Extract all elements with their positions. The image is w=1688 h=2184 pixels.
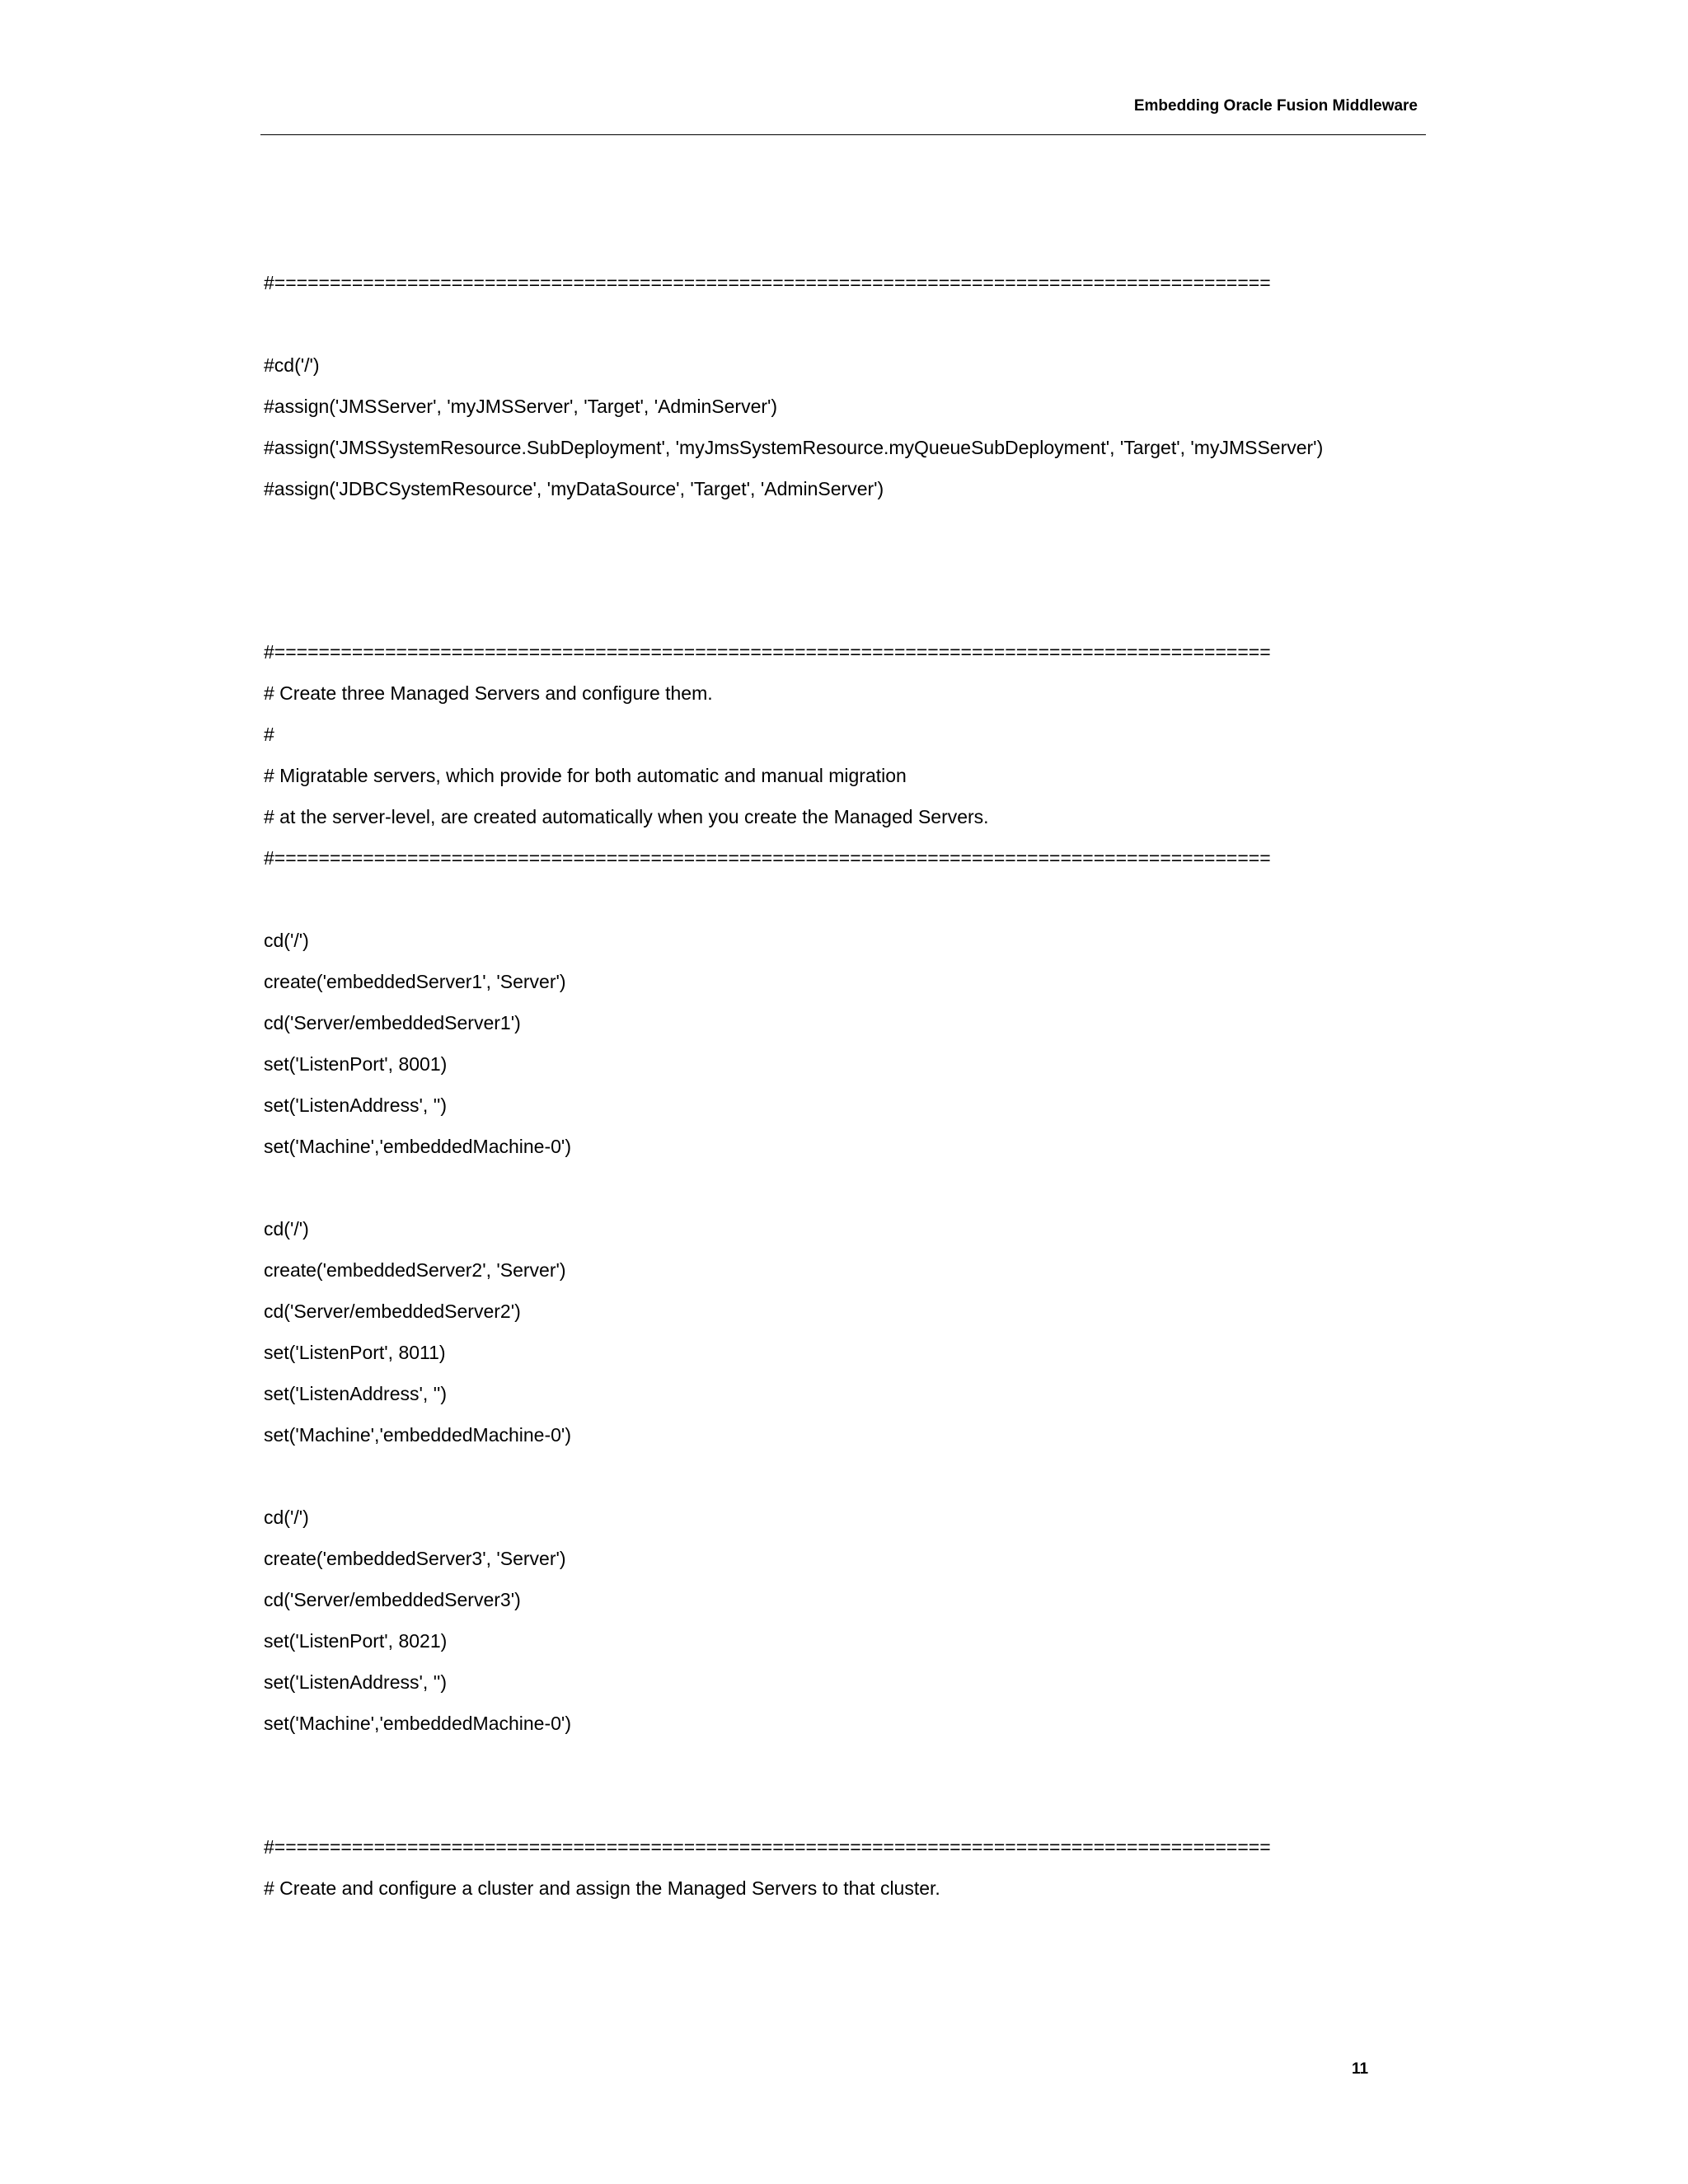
code-line: set('Machine','embeddedMachine-0'): [264, 1424, 571, 1446]
code-line: cd('Server/embeddedServer2'): [264, 1301, 521, 1322]
code-line: cd('Server/embeddedServer3'): [264, 1589, 521, 1610]
code-line-separator: #==========================================================================================: [264, 641, 1271, 663]
code-comment: # Create and configure a cluster and assign the Managed Servers to that cluster.: [264, 1877, 940, 1899]
code-line-separator: #==========================================================================================: [264, 272, 1271, 293]
code-line: set('ListenAddress', ''): [264, 1671, 448, 1693]
code-line: set('Machine','embeddedMachine-0'): [264, 1136, 571, 1157]
running-header: Embedding Oracle Fusion Middleware: [1133, 97, 1418, 115]
code-line: create('embeddedServer1', 'Server'): [264, 971, 566, 992]
code-line: set('ListenPort', 8011): [264, 1342, 446, 1363]
code-line: cd('Server/embeddedServer1'): [264, 1012, 521, 1033]
code-comment: # Migratable servers, which provide for both automatic and manual migration: [264, 765, 907, 786]
code-line: set('ListenAddress', ''): [264, 1383, 448, 1404]
code-line: set('ListenPort', 8001): [264, 1053, 448, 1075]
code-comment: #: [264, 724, 274, 745]
code-line: create('embeddedServer2', 'Server'): [264, 1259, 566, 1281]
code-line: set('ListenPort', 8021): [264, 1630, 448, 1652]
code-line: cd('/'): [264, 930, 309, 951]
code-line: set('ListenAddress', ''): [264, 1094, 448, 1116]
code-comment: # Create three Managed Servers and configure them.: [264, 682, 713, 704]
code-line-separator: #==========================================================================================: [264, 1836, 1271, 1858]
code-line: cd('/'): [264, 1218, 309, 1240]
code-line: create('embeddedServer3', 'Server'): [264, 1548, 566, 1569]
code-line-separator: #==========================================================================================: [264, 847, 1271, 869]
page-number: 11: [1352, 2060, 1369, 2078]
code-comment: # at the server-level, are created automatically when you create the Managed Servers.: [264, 806, 989, 827]
code-line: #assign('JMSSystemResource.SubDeployment', 'myJmsSystemResource.myQueueSubDeployment', 'Target', 'myJMSServer'): [264, 437, 1324, 458]
header-divider: [260, 134, 1426, 135]
code-line: #cd('/'): [264, 354, 320, 376]
code-line: #assign('JMSServer', 'myJMSServer', 'Target', 'AdminServer'): [264, 396, 778, 417]
code-line: #assign('JDBCSystemResource', 'myDataSource', 'Target', 'AdminServer'): [264, 478, 884, 499]
code-line: set('Machine','embeddedMachine-0'): [264, 1713, 571, 1734]
code-line: cd('/'): [264, 1507, 309, 1528]
